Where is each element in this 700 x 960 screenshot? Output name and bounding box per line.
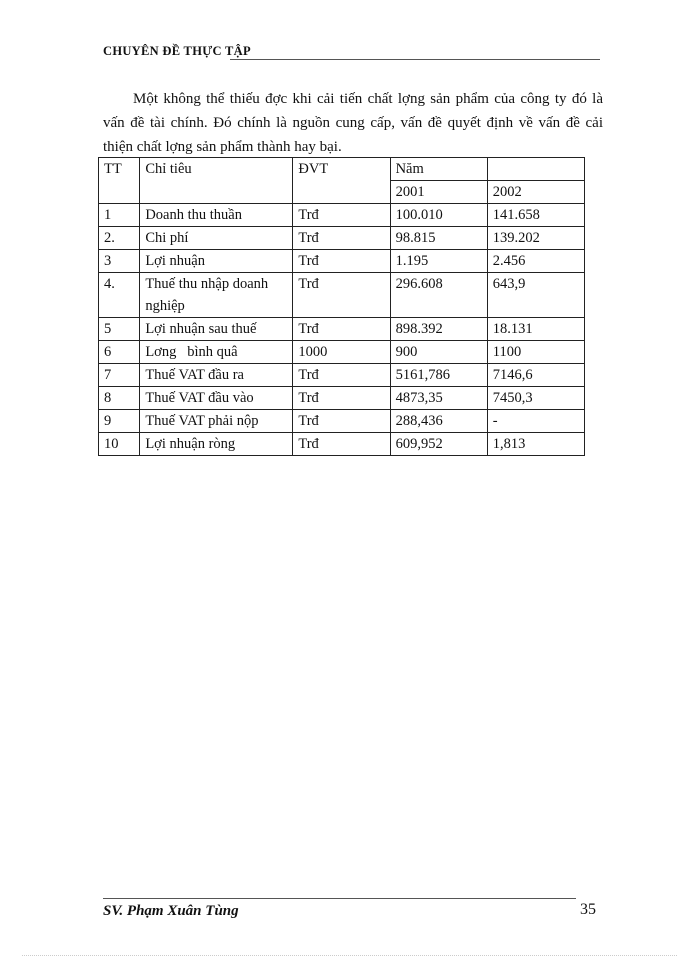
cell-2002: 7146,6 xyxy=(487,364,584,387)
table-row xyxy=(99,364,585,387)
cell-tt: 6 xyxy=(99,341,140,364)
page-number: 35 xyxy=(580,901,596,918)
cell-2001: 5161,786 xyxy=(390,364,487,387)
page-bottom-border xyxy=(22,955,677,956)
cell-dvt: Trđ xyxy=(293,250,390,273)
intro-paragraph-text: Một không thể thiếu đợc khi cải tiến chất lợng sản phẩm của công ty đó là vấn đề tài chính. Đó chính là nguồn cung cấp, vấn đề quyết định về vấn đề cải thiện chất lợng sản phẩm thành hay bại. xyxy=(103,91,603,155)
cell-chi-tieu: Thuế thu nhập doanh nghiệp xyxy=(140,273,293,318)
table-row xyxy=(99,341,585,364)
cell-2002: 18.131 xyxy=(487,318,584,341)
cell-dvt: Trđ xyxy=(293,387,390,410)
cell-chi-tieu: Chi phí xyxy=(140,227,293,250)
cell-2002: 141.658 xyxy=(487,204,584,227)
cell-dvt: Trđ xyxy=(293,227,390,250)
table-row xyxy=(99,318,585,341)
header-year-2001: 2001 xyxy=(390,181,487,204)
cell-dvt: Trđ xyxy=(293,204,390,227)
header-nam: Năm xyxy=(390,158,487,181)
footer-author: SV. Phạm Xuân Tùng xyxy=(103,903,239,919)
cell-2002: - xyxy=(487,410,584,433)
cell-chi-tieu: Lơng bình quâ xyxy=(140,341,293,364)
header-dvt: ĐVT xyxy=(293,158,390,204)
cell-dvt: Trđ xyxy=(293,410,390,433)
cell-tt: 9 xyxy=(99,410,140,433)
intro-paragraph xyxy=(103,87,603,159)
cell-dvt: Trđ xyxy=(293,273,390,318)
cell-dvt: Trđ xyxy=(293,364,390,387)
cell-chi-tieu: Doanh thu thuần xyxy=(140,204,293,227)
cell-2002: 139.202 xyxy=(487,227,584,250)
header-year-2002: 2002 xyxy=(487,181,584,204)
cell-2001: 898.392 xyxy=(390,318,487,341)
table-row xyxy=(99,387,585,410)
cell-2002: 7450,3 xyxy=(487,387,584,410)
header-tt: TT xyxy=(99,158,140,204)
cell-2001: 4873,35 xyxy=(390,387,487,410)
cell-tt: 2. xyxy=(99,227,140,250)
table-row xyxy=(99,227,585,250)
cell-2002: 1,813 xyxy=(487,433,584,456)
cell-tt: 8 xyxy=(99,387,140,410)
footer-rule xyxy=(103,898,576,899)
cell-chi-tieu: Lợi nhuận ròng xyxy=(140,433,293,456)
cell-dvt: Trđ xyxy=(293,318,390,341)
table-row xyxy=(99,250,585,273)
cell-chi-tieu: Lợi nhuận sau thuế xyxy=(140,318,293,341)
cell-tt: 1 xyxy=(99,204,140,227)
cell-2002: 643,9 xyxy=(487,273,584,318)
cell-tt: 7 xyxy=(99,364,140,387)
cell-tt: 5 xyxy=(99,318,140,341)
cell-dvt: Trđ xyxy=(293,433,390,456)
table-row xyxy=(99,433,585,456)
cell-tt: 10 xyxy=(99,433,140,456)
table-row xyxy=(99,273,585,318)
cell-dvt: 1000 xyxy=(293,341,390,364)
cell-2001: 1.195 xyxy=(390,250,487,273)
header-chi-tieu: Chỉ tiêu xyxy=(140,158,293,204)
cell-2002: 1100 xyxy=(487,341,584,364)
page-header-title: CHUYÊN ĐỀ THỰC TẬP xyxy=(103,44,251,58)
cell-chi-tieu: Thuế VAT đầu ra xyxy=(140,364,293,387)
header-empty xyxy=(487,158,584,181)
cell-2001: 609,952 xyxy=(390,433,487,456)
cell-2001: 296.608 xyxy=(390,273,487,318)
cell-chi-tieu: Thuế VAT đầu vào xyxy=(140,387,293,410)
cell-2001: 98.815 xyxy=(390,227,487,250)
cell-tt: 4. xyxy=(99,273,140,318)
table-header-row xyxy=(99,158,585,181)
financial-table xyxy=(98,157,585,456)
cell-tt: 3 xyxy=(99,250,140,273)
cell-chi-tieu: Thuế VAT phải nộp xyxy=(140,410,293,433)
cell-2001: 100.010 xyxy=(390,204,487,227)
header-rule xyxy=(230,59,600,60)
table-row xyxy=(99,410,585,433)
cell-chi-tieu: Lợi nhuận xyxy=(140,250,293,273)
cell-2001: 900 xyxy=(390,341,487,364)
cell-2001: 288,436 xyxy=(390,410,487,433)
cell-2002: 2.456 xyxy=(487,250,584,273)
table-row xyxy=(99,204,585,227)
